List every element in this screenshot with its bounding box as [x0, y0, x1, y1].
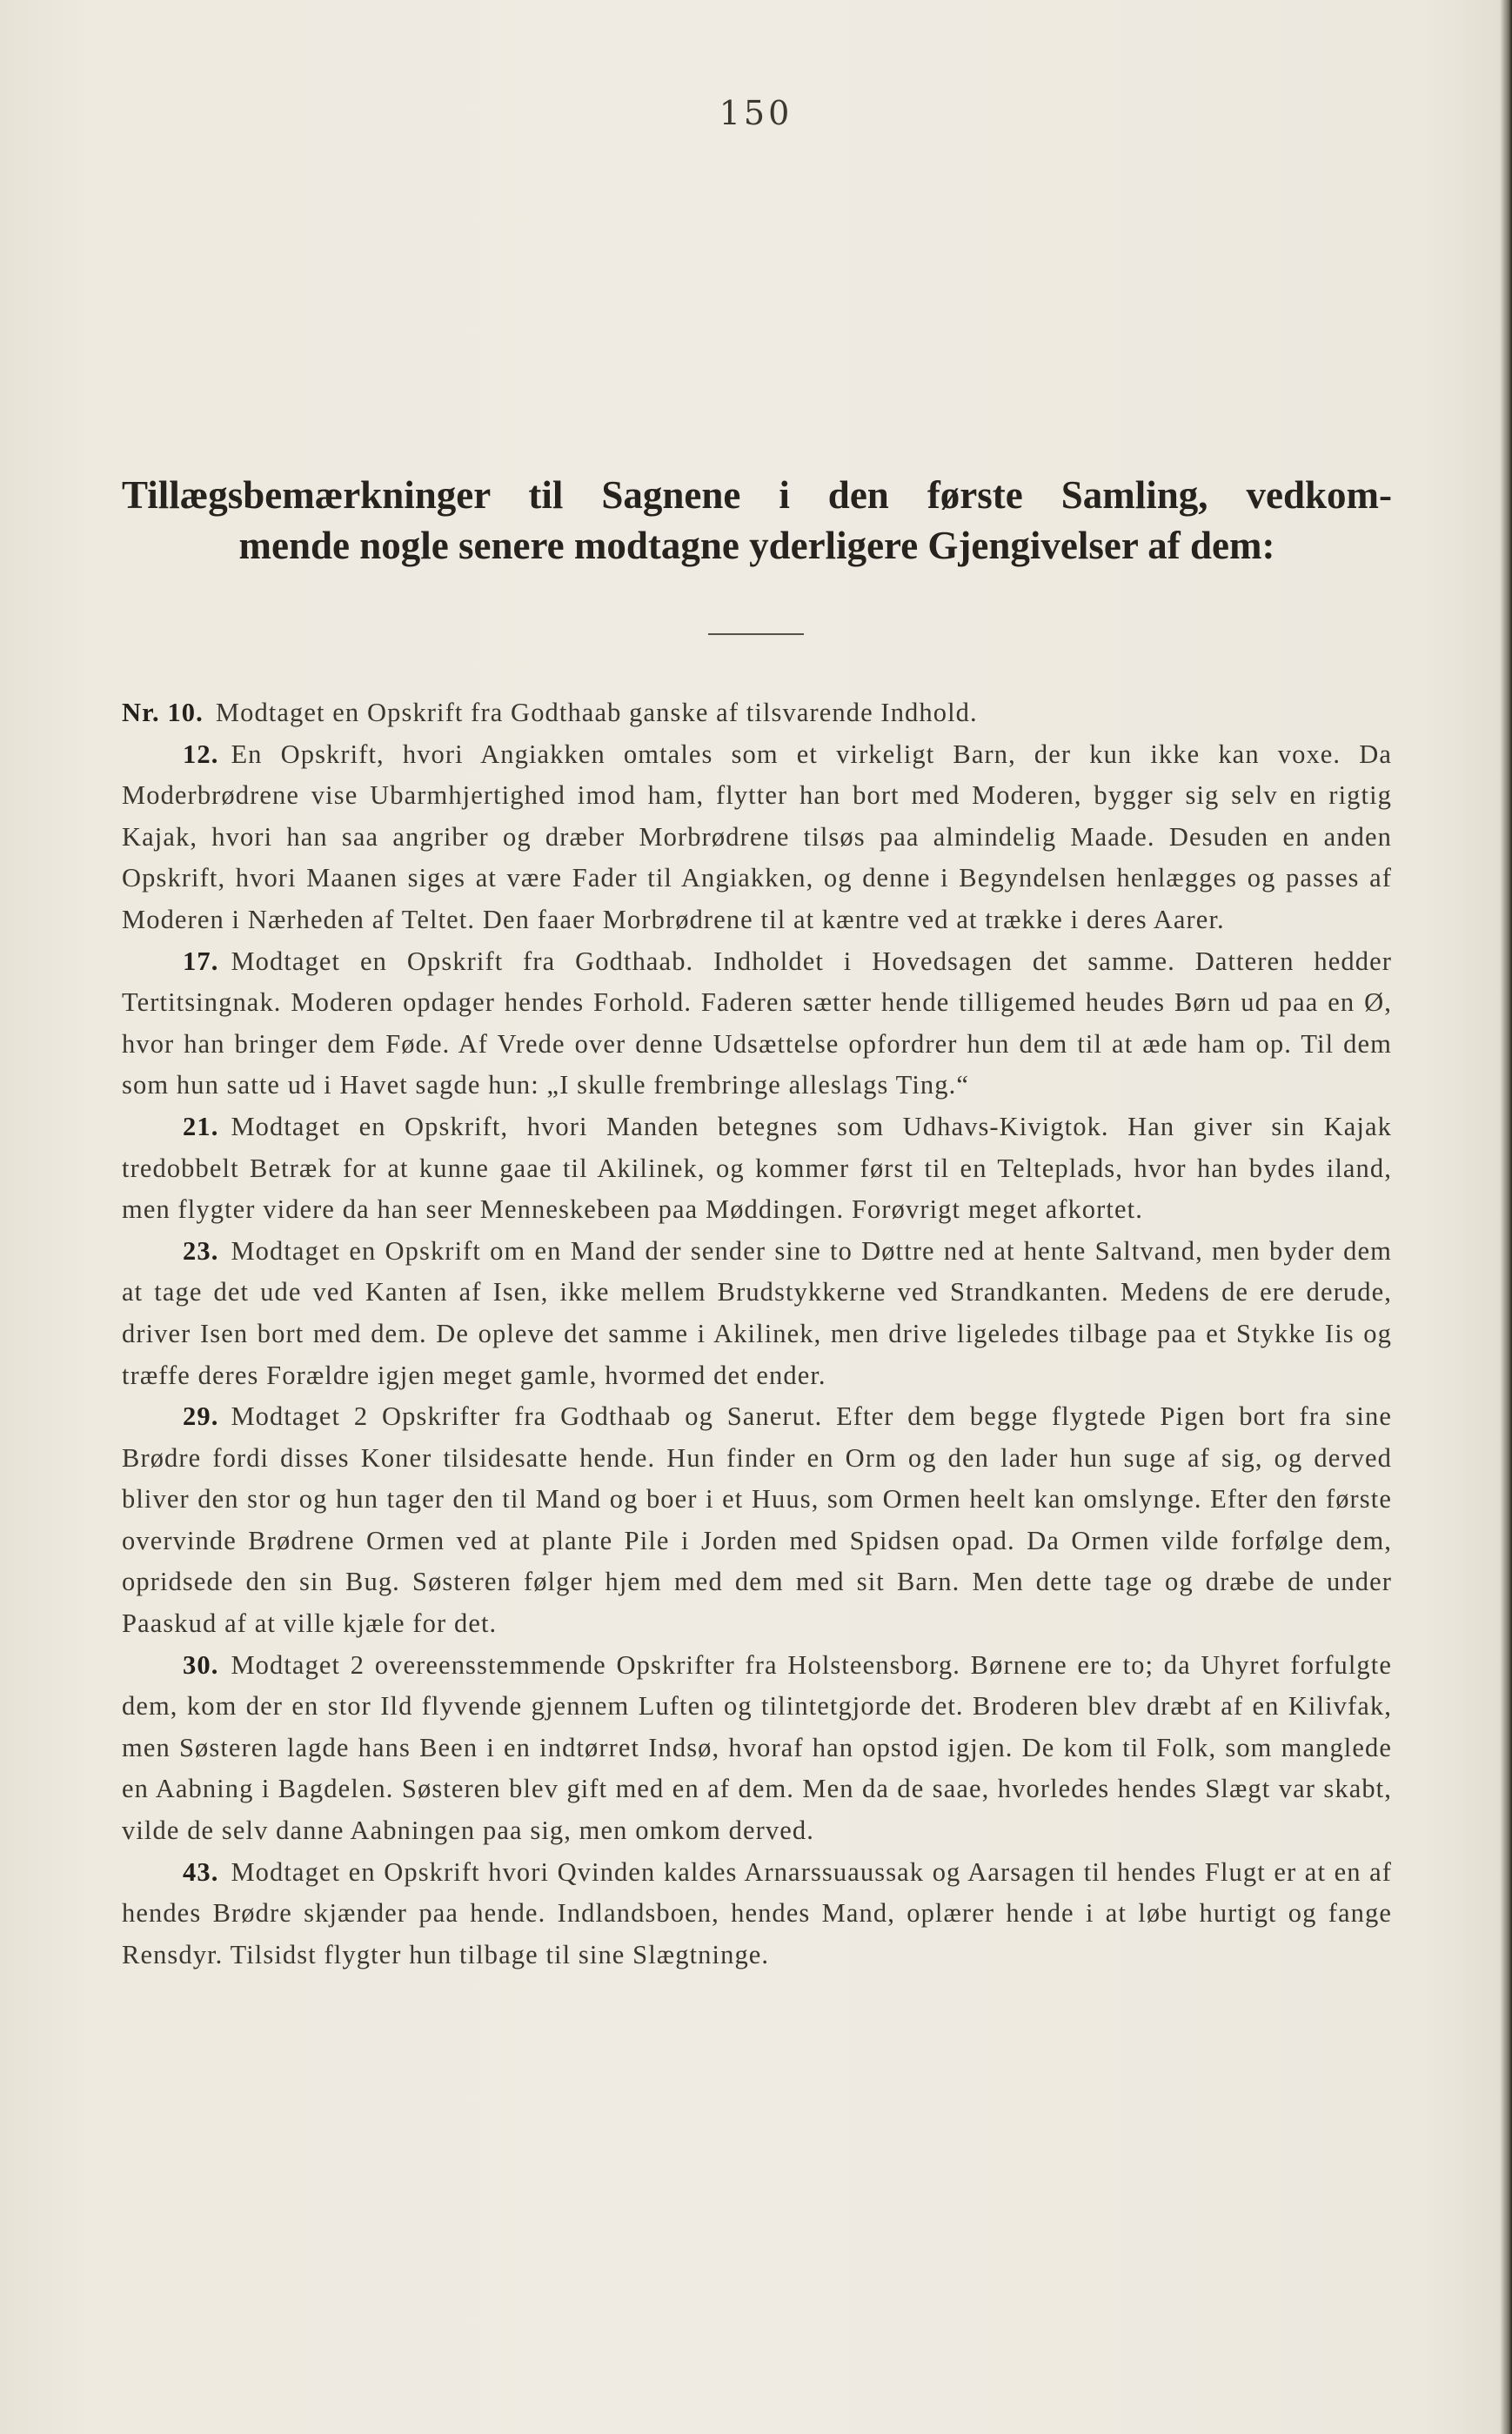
entry-text: Modtaget 2 Opskrifter fra Godthaab og Sanerut. Efter dem begge flygtede Pigen bort fra sine Brødre fordi disses Koner tilsidesatte hende. Hun finder en Orm og den lader hun suge af sig, og derved bliver den stor og hun tager den til Mand og boer i et Huus, som Ormen heelt kan omslynge. Efter den første overvinde Brødrene Ormen ved at plante Pile i Jorden med Spidsen opad. Da Ormen vilde forfølge dem, opridsede den sin Bug. Søsteren følger hjem med dem med sit Barn. Men dette tage og dræbe de under Paaskud af at ville kjæle for det.: [122, 1401, 1392, 1639]
title-divider: [708, 633, 804, 635]
entry-number: 12.: [183, 739, 219, 769]
section-title-line-1: Tillægsbemærkninger til Sagnene i den første Samling, vedkom-: [122, 473, 1392, 517]
entry-text: Modtaget en Opskrift, hvori Manden betegnes som Udhavs-Kivigtok. Han giver sin Kajak tredobbelt Betræk for at kunne gaae til Akilinek, og kommer først til en Telteplads, hvor han bydes iland, men flygter videre da han seer Menneskebeen paa Møddingen. Forøvrigt meget afkortet.: [122, 1111, 1392, 1225]
entry-17: [122, 941, 1392, 1107]
entry-number: 10.: [167, 698, 204, 727]
entry-text: Modtaget en Opskrift om en Mand der sender sine to Døttre ned at hente Saltvand, men byder dem at tage det ude ved Kanten af Isen, ikke mellem Brudstykkerne ved Strandkanten. Medens de ere derude, driver Isen bort med dem. De opleve det samme i Akilinek, men drive ligeledes tilbage paa et Stykke Iis og træffe deres Forældre igjen meget gamle, hvormed det ender.: [122, 1235, 1392, 1390]
page-number: 150: [719, 94, 793, 132]
entry-text: Modtaget en Opskrift hvori Qvinden kaldes Arnarssuaussak og Aarsagen til hendes Flugt er at en af hendes Brødre skjænder paa hende. Indlandsboen, hendes Mand, oplærer hende i at løbe hurtigt og fange Rensdyr. Tilsidst flygter hun tilbage til sine Slægtninge.: [122, 1856, 1392, 1969]
entry-prefix: Nr.: [122, 698, 160, 727]
entry-21: [122, 1107, 1392, 1231]
entry-text: Modtaget en Opskrift fra Godthaab ganske af tilsvarende Indhold.: [215, 698, 978, 727]
entry-number: 43.: [183, 1856, 219, 1887]
entry-12: [122, 734, 1392, 941]
section-title-line-2: mende nogle senere modtagne yderligere Gjengivelser af dem:: [238, 524, 1275, 567]
page-edge-shadow: [1500, 0, 1512, 2434]
entry-10: [122, 692, 1392, 734]
entry-30: [122, 1645, 1392, 1852]
entry-text: En Opskrift, hvori Angiakken omtales som et virkeligt Barn, der kun ikke kan voxe. Da Moderbrødrene vise Ubarmhjertighed imod ham, flytter han bort med Moderen, bygger sig selv en rigtig Kajak, hvori han saa angriber og dræber Morbrødrene tilsøs paa almindelig Maade. Desuden en anden Opskrift, hvori Maanen siges at være Fader til Angiakken, og denne i Begyndelsen henlægges og passes af Moderen i Nærheden af Teltet. Den faaer Morbrødrene til at kæntre ved at trække i deres Aarer.: [122, 739, 1392, 934]
section-title: [122, 470, 1392, 571]
entry-29: [122, 1396, 1392, 1645]
entry-text: Modtaget 2 overeensstemmende Opskrifter fra Holsteensborg. Børnene ere to; da Uhyret forfulgte dem, kom der en stor Ild flyvende gjennem Luften og tilintetgjorde det. Broderen blev dræbt af en Kilivfak, men Søsteren lagde hans Been i en indtørret Indsø, hvoraf han opstod igjen. De kom til Folk, som manglede en Aabning i Bagdelen. Søsteren blev gift med en af dem. Men da de saae, hvorledes hendes Slægt var skabt, vilde de selv danne Aabningen paa sig, men omkom derved.: [122, 1649, 1392, 1846]
entry-text: Modtaget en Opskrift fra Godthaab. Indholdet i Hovedsagen det samme. Datteren hedder Tertitsingnak. Moderen opdager hendes Forhold. Faderen sætter hende tilligemed heudes Børn ud paa en Ø, hvor han bringer dem Føde. Af Vrede over denne Udsættelse opfordrer hun dem til at æde ham op. Til dem som hun satte ud i Havet sagde hun: „I skulle frembringe alleslags Ting.“: [122, 946, 1392, 1100]
entry-number: 21.: [183, 1111, 219, 1141]
entries-list: [122, 692, 1392, 1976]
entry-43: [122, 1852, 1392, 1976]
entry-number: 23.: [183, 1235, 219, 1266]
entry-number: 17.: [183, 946, 219, 976]
entry-23: [122, 1231, 1392, 1396]
entry-number: 29.: [183, 1401, 219, 1432]
entry-number: 30.: [183, 1649, 219, 1680]
